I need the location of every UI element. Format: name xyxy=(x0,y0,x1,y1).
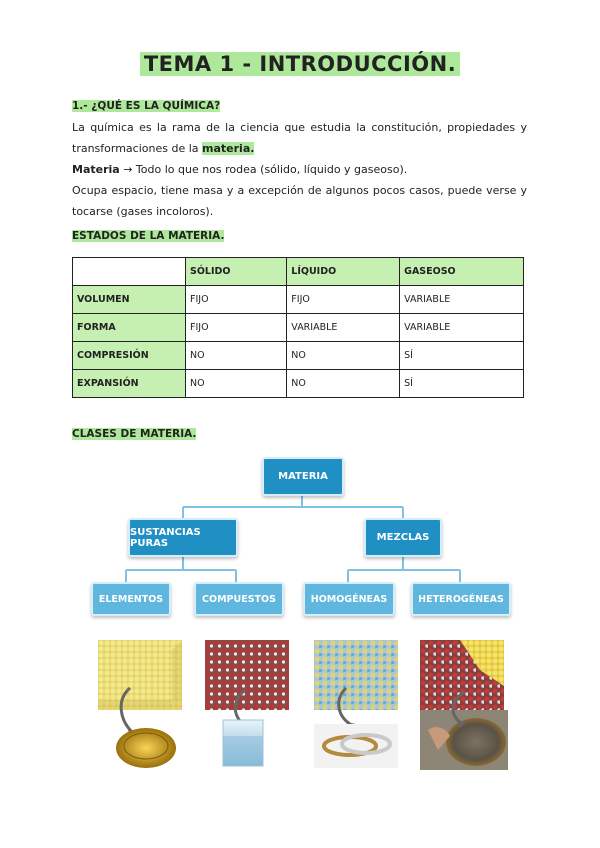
page-title: TEMA 1 - INTRODUCCIÓN. xyxy=(0,52,600,76)
table-cell: SÍ xyxy=(400,342,524,370)
table-cell: NO xyxy=(186,342,287,370)
row-label: VOLUMEN xyxy=(73,286,186,314)
table-cell: VARIABLE xyxy=(400,314,524,342)
pure-substances-box: SUSTANCIAS PURAS xyxy=(128,518,238,557)
table-cell: FIJO xyxy=(287,286,400,314)
materia-box: MATERIA xyxy=(262,457,344,496)
table-cell: VARIABLE xyxy=(400,286,524,314)
heterogeneous-mixture-illustration xyxy=(420,640,510,772)
table-header: SÓLIDO xyxy=(186,258,287,286)
classes-heading: CLASES DE MATERIA. xyxy=(72,428,197,440)
table-cell: NO xyxy=(287,370,400,398)
definition-paragraph: La química es la rama de la ciencia que estudia la constitución, propiedades y transformaciones de la materia. xyxy=(72,121,527,155)
table-cell: FIJO xyxy=(186,286,287,314)
table-cell: FIJO xyxy=(186,314,287,342)
section-heading: 1.- ¿QUÉ ES LA QUÍMICA? xyxy=(72,100,221,112)
row-label: EXPANSIÓN xyxy=(73,370,186,398)
elements-box: ELEMENTOS xyxy=(91,582,171,616)
materia-paragraph: Materia → Todo lo que nos rodea (sólido, líquido y gaseoso). xyxy=(72,163,408,176)
states-heading: ESTADOS DE LA MATERIA. xyxy=(72,230,225,242)
table-cell: SÍ xyxy=(400,370,524,398)
table-cell: NO xyxy=(186,370,287,398)
mixtures-box: MEZCLAS xyxy=(364,518,442,557)
table-cell: VARIABLE xyxy=(287,314,400,342)
table-cell: NO xyxy=(287,342,400,370)
row-label: FORMA xyxy=(73,314,186,342)
table-header: GASEOSO xyxy=(400,258,524,286)
compounds-box: COMPUESTOS xyxy=(194,582,284,616)
arrow-icon: → xyxy=(123,163,133,176)
homogeneous-box: HOMOGÉNEAS xyxy=(303,582,395,616)
materia-highlight: materia. xyxy=(202,142,255,155)
heterogeneous-box: HETEROGÉNEAS xyxy=(411,582,511,616)
water-compound-illustration xyxy=(205,640,293,770)
properties-paragraph: Ocupa espacio, tiene masa y a excepción de algunos pocos casos, puede verse y tocarse (gases incoloros). xyxy=(72,184,527,218)
row-label: COMPRESIÓN xyxy=(73,342,186,370)
alloy-homogeneous-illustration xyxy=(314,640,402,770)
gold-element-illustration xyxy=(98,640,186,770)
table-header: LÍQUIDO xyxy=(287,258,400,286)
